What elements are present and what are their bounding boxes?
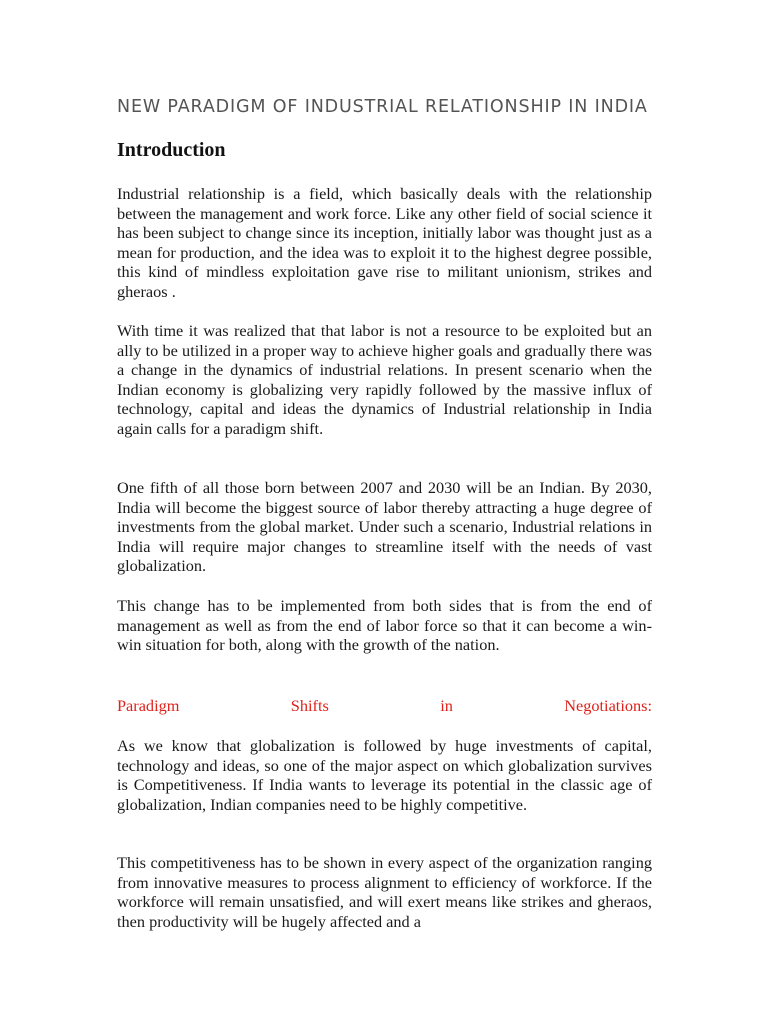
paragraph-intro-2: With time it was realized that that labor is not a resource to be exploited but an ally to be utilized in a proper way to achieve higher goals and gradually there was a change in the dynamics of industrial relations. In present scenario when the Indian economy is globalizing very rapidly followed by the massive influx of technology, capital and ideas the dynamics of Industrial relationship in India again calls for a paradigm shift. [117,321,652,438]
paragraph-intro-1: Industrial relationship is a field, which basically deals with the relationship between the management and work force. Like any other field of social science it has been subject to change since its inception, initially labor was thought just as a mean for production, and the idea was to exploit it to the highest degree possible, this kind of mindless exploitation gave rise to militant unionism, strikes and gheraos . [117,184,652,301]
paragraph-negotiations-2: This competitiveness has to be shown in every aspect of the organization ranging from innovative measures to process alignment to efficiency of workforce. If the workforce will remain unsatisfied, and will exert means like strikes and gheraos, then productivity will be hugely affected and a [117,853,652,931]
paragraph-intro-4: This change has to be implemented from both sides that is from the end of management as well as from the end of labor force so that it can become a win- win situation for both, along with the growth of the nation. [117,596,652,655]
introduction-heading: Introduction [117,139,226,161]
paragraph-negotiations-1: As we know that globalization is followed by huge investments of capital, technology and ideas, so one of the major aspect on which globalization survives is Competitiveness. If India wants to leverage its potential in the classic age of globalization, Indian companies need to be highly competitive. [117,736,652,814]
document-title: NEW PARADIGM OF INDUSTRIAL RELATIONSHIP IN INDIA [117,97,648,117]
paragraph-intro-3: One fifth of all those born between 2007 and 2030 will be an Indian. By 2030, India will become the biggest source of labor thereby attracting a huge degree of investments from the global market. Under such a scenario, Industrial relations in India will require major changes to streamline itself with the needs of vast globalization. [117,478,652,576]
negotiations-subheading: Paradigm Shifts in Negotiations: [117,696,652,715]
